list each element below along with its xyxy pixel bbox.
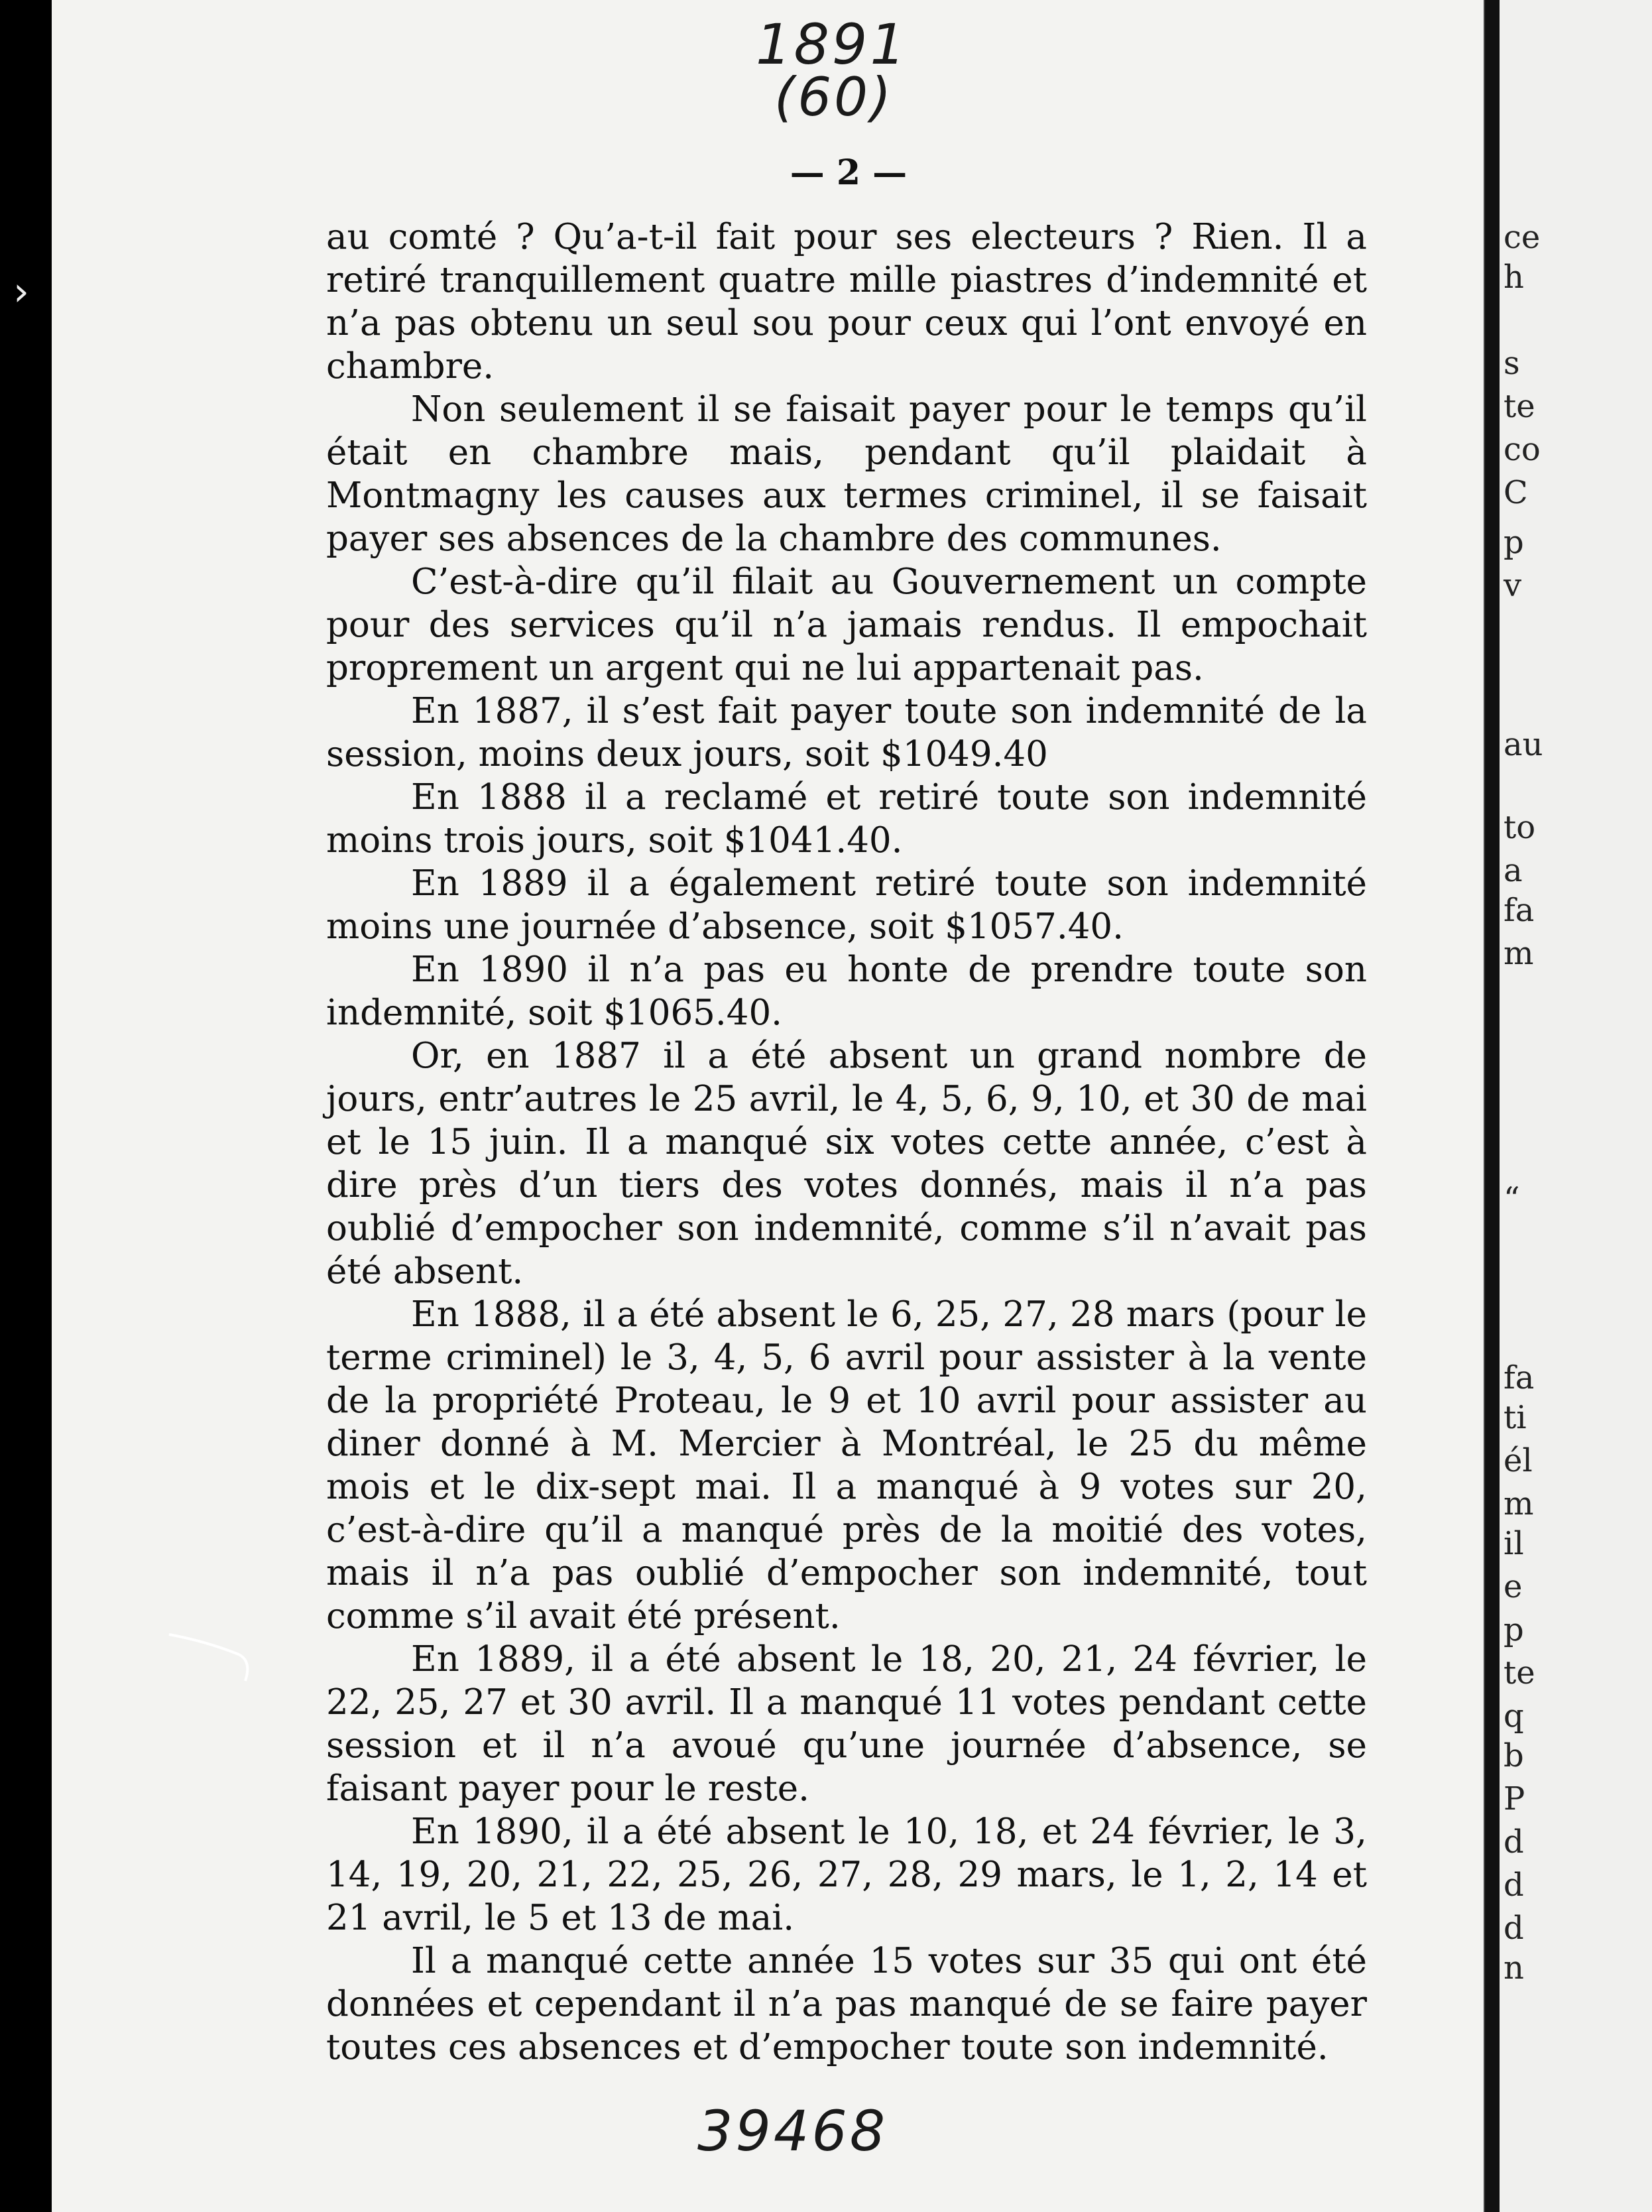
right-page-fragment: co bbox=[1504, 431, 1541, 468]
right-page-fragment: p bbox=[1504, 1611, 1524, 1648]
right-page-fragment: m bbox=[1504, 935, 1534, 972]
right-page-fragment: fa bbox=[1504, 1359, 1535, 1396]
right-page-fragment: a bbox=[1504, 852, 1523, 889]
handwritten-catalog-number: 39468 bbox=[697, 2099, 888, 2164]
right-page-fragment: d bbox=[1504, 1910, 1524, 1947]
paragraph: En 1888 il a reclamé et retiré toute son indemnité moins trois jours, soit $1041.40. bbox=[326, 777, 1367, 861]
right-page-fragment: h bbox=[1504, 259, 1524, 296]
paragraph: C’est-à-dire qu’il filait au Gouvernement un compte pour des services qu’il n’a jamais rendus. Il empochait proprement un argent qui ne lui appartenait pas. bbox=[326, 562, 1367, 688]
handwritten-year: 1891 bbox=[756, 12, 908, 77]
paragraph: En 1888, il a été absent le 6, 25, 27, 28 mars (pour le terme criminel) le 3, 4, 5, 6 avril pour assister à la vente de la propriété Proteau, le 9 et 10 avril pour assister au diner donné à M. Mercier à Montréal, le 25 du même mois et le dix-sept mai. Il a manqué à 9 votes sur 20, c’est-à-dire qu’il a manqué près de la moitié des votes, mais il n’a pas oublié d’empocher son indemnité, tout comme s’il avait été présent. bbox=[326, 1294, 1367, 1636]
right-page-fragment: ce bbox=[1504, 219, 1541, 256]
right-page-fragment: s bbox=[1504, 345, 1520, 382]
paragraph: En 1889, il a été absent le 18, 20, 21, 24 février, le 22, 25, 27 et 30 avril. Il a manqué 11 votes pendant cette session et il n’a avoué qu’une journée d’absence, se faisant payer pour le reste. bbox=[326, 1639, 1367, 1809]
page-number: — 2 — bbox=[790, 153, 908, 193]
right-page-fragment: te bbox=[1504, 388, 1535, 425]
right-page-fragment: il bbox=[1504, 1525, 1524, 1562]
handwritten-number: (60) bbox=[774, 66, 894, 128]
paragraph: En 1890, il a été absent le 10, 18, et 24 février, le 3, 14, 19, 20, 21, 22, 25, 26, 27, 28, 29 mars, le 1, 2, 14 et 21 avril, le 5 et 13 de mai. bbox=[326, 1812, 1367, 1938]
page-gutter bbox=[1485, 0, 1500, 2212]
right-page-fragment: e bbox=[1504, 1568, 1523, 1605]
paragraph: au comté ? Qu’a-t-il fait pour ses electeurs ? Rien. Il a retiré tranquillement quatre mille piastres d’indemnité et n’a pas obtenu un seul sou pour ceux qui l’ont envoyé en chambre. bbox=[326, 217, 1367, 387]
paragraph: Il a manqué cette année 15 votes sur 35 qui ont été données et cependant il n’a pas manqué de se faire payer toutes ces absences et d’empocher toute son indemnité. bbox=[326, 1941, 1367, 2067]
right-page-fragment: él bbox=[1504, 1442, 1533, 1479]
body-text bbox=[326, 215, 1367, 2069]
right-page-fragment: m bbox=[1504, 1485, 1534, 1522]
right-page-text bbox=[1504, 0, 1649, 2212]
right-page-fragment: b bbox=[1504, 1737, 1524, 1774]
paragraph: En 1887, il s’est fait payer toute son indemnité de la session, moins deux jours, soit $1049.40 bbox=[326, 691, 1367, 774]
right-page-fragment: au bbox=[1504, 726, 1543, 763]
right-page-fragment: te bbox=[1504, 1654, 1535, 1691]
right-page-fragment: d bbox=[1504, 1823, 1524, 1861]
paragraph: En 1890 il n’a pas eu honte de prendre toute son indemnité, soit $1065.40. bbox=[326, 950, 1367, 1033]
right-page-fragment: d bbox=[1504, 1867, 1524, 1904]
right-page-fragment: “ bbox=[1504, 1180, 1520, 1217]
right-page-fragment: C bbox=[1504, 474, 1528, 511]
paragraph: En 1889 il a également retiré toute son indemnité moins une journée d’absence, soit $1057.40. bbox=[326, 863, 1367, 947]
right-page-fragment: P bbox=[1504, 1780, 1525, 1817]
right-page-fragment: n bbox=[1504, 1949, 1524, 1987]
right-page-fragment: fa bbox=[1504, 892, 1535, 929]
right-page-fragment: v bbox=[1504, 567, 1522, 604]
chevron-right-icon: › bbox=[13, 269, 29, 315]
right-page-fragment: ti bbox=[1504, 1399, 1527, 1436]
right-page-fragment: to bbox=[1504, 809, 1536, 846]
right-page-fragment: q bbox=[1504, 1697, 1524, 1735]
right-page-fragment: p bbox=[1504, 524, 1524, 561]
paragraph: Non seulement il se faisait payer pour le temps qu’il était en chambre mais, pendant qu’il plaidait à Montmagny les causes aux termes criminel, il se faisait payer ses absences de la chambre des communes. bbox=[326, 389, 1367, 559]
paragraph: Or, en 1887 il a été absent un grand nombre de jours, entr’autres le 25 avril, le 4, 5, 6, 9, 10, et 30 de mai et le 15 juin. Il a manqué six votes cette année, c’est à dire près d’un tiers des votes donnés, mais il n’a pas oublié d’empocher son indemnité, comme s’il n’avait pas été absent. bbox=[326, 1036, 1367, 1292]
scratch-mark bbox=[166, 1628, 298, 1688]
